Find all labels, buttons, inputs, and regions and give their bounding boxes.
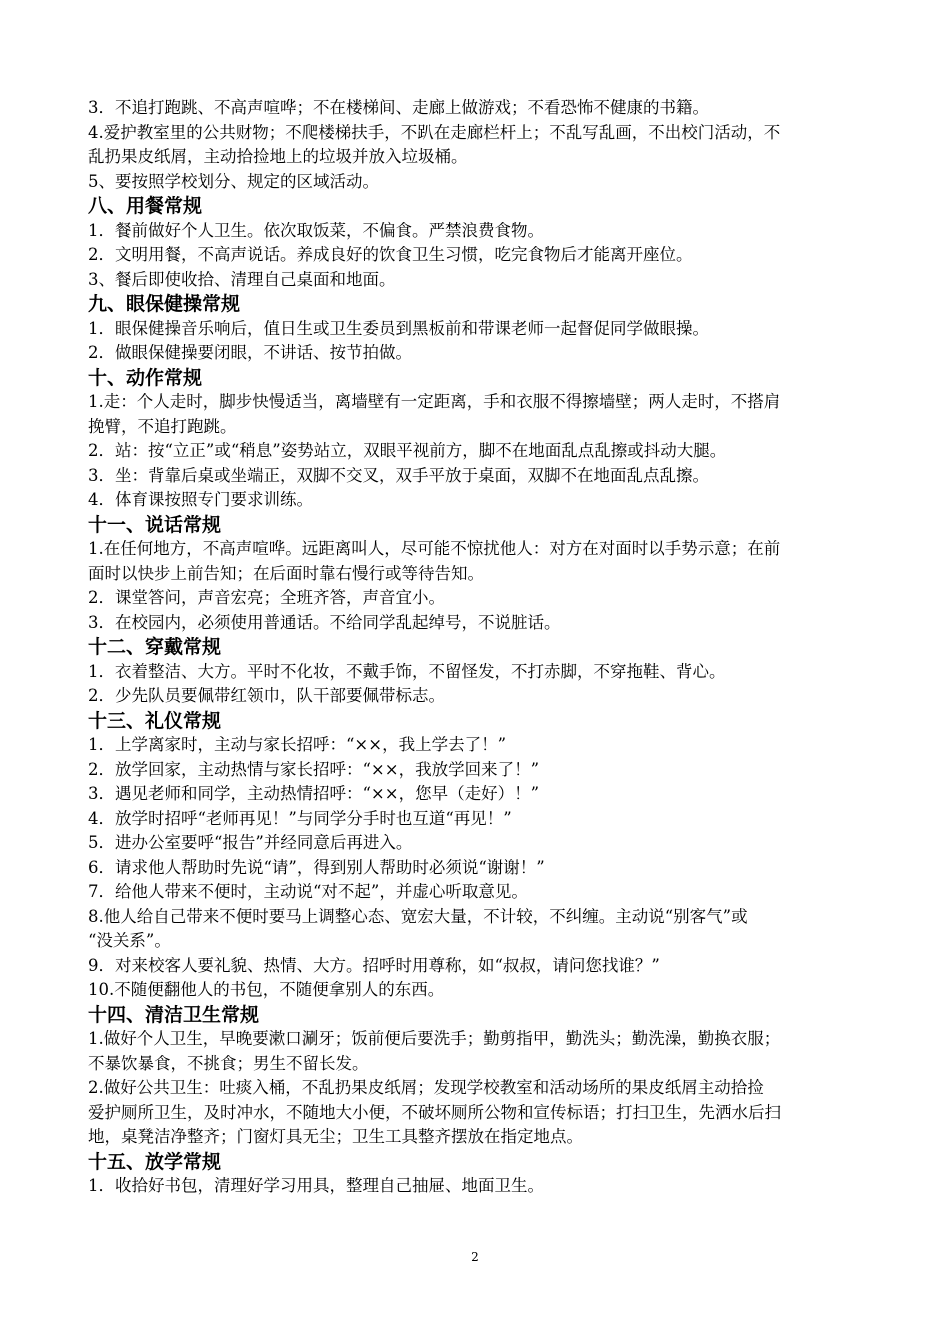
section-heading: 十五、放学常规 <box>88 1150 222 1173</box>
paragraph-line: 1．餐前做好个人卫生。依次取饭菜，不偏食。严禁浪费食物。 <box>88 220 544 240</box>
paragraph-line: 1.做好个人卫生，早晚要漱口涮牙；饭前便后要洗手；勤剪指甲，勤洗头；勤洗澡，勤换衣服； <box>88 1029 781 1048</box>
paragraph-line: 3．在校园内，必须使用普通话。不给同学乱起绰号，不说脏话。 <box>88 612 561 632</box>
section-heading: 十、动作常规 <box>88 366 203 389</box>
paragraph-line: 1．眼保健操音乐响后，值日生或卫生委员到黑板前和带课老师一起督促同学做眼操。 <box>88 318 709 338</box>
paragraph-line: 不暴饮暴食，不挑食；男生不留长发。 <box>88 1053 369 1073</box>
paragraph-line: 3、餐后即使收拾、清理自己桌面和地面。 <box>88 269 396 289</box>
paragraph-line: 1.在任何地方，不高声喧哗。远距离叫人，尽可能不惊扰他人：对方在对面时以手势示意；在前 <box>88 539 781 558</box>
section-heading: 十一、说话常规 <box>88 513 222 536</box>
paragraph-line: 6．请求他人帮助时先说“请”，得到别人帮助时必须说“谢谢！” <box>88 857 545 877</box>
paragraph-line: 乱扔果皮纸屑，主动拾捡地上的垃圾并放入垃圾桶。 <box>88 147 468 166</box>
paragraph-line: 2．放学回家，主动热情与家长招呼：“××，我放学回来了！” <box>88 759 540 779</box>
paragraph-line: 1．衣着整洁、大方。平时不化妆，不戴手饰，不留怪发，不打赤脚，不穿拖鞋、背心。 <box>88 661 726 681</box>
paragraph-line: 3．坐：背靠后桌或坐端正，双脚不交叉，双手平放于桌面，双脚不在地面乱点乱擦。 <box>88 465 709 485</box>
paragraph-line: 2．少先队员要佩带红领巾，队干部要佩带标志。 <box>88 686 445 705</box>
paragraph-line: 2.做好公共卫生：吐痰入桶，不乱扔果皮纸屑；发现学校教室和活动场所的果皮纸屑主动拾捡 <box>88 1078 764 1097</box>
paragraph-line: 3．不追打跑跳、不高声喧哗；不在楼梯间、走廊上做游戏；不看恐怖不健康的书籍。 <box>88 98 709 117</box>
paragraph-line: 挽臂，不追打跑跳。 <box>88 416 237 436</box>
paragraph-line: 1.走：个人走时，脚步快慢适当，离墙壁有一定距离，手和衣服不得擦墙壁；两人走时，不搭肩 <box>88 392 781 411</box>
section-heading: 十三、礼仪常规 <box>88 709 222 732</box>
page-number: 2 <box>471 1250 479 1264</box>
paragraph-line: 7．给他人带来不便时，主动说“对不起”，并虚心听取意见。 <box>88 882 528 901</box>
paragraph-line: 爱护厕所卫生，及时冲水，不随地大小便，不破坏厕所公物和宣传标语；打扫卫生，先洒水后扫 <box>88 1102 781 1122</box>
paragraph-line: 3．遇见老师和同学，主动热情招呼：“××，您早（走好）！” <box>88 784 540 803</box>
paragraph-line: 4．放学时招呼“老师再见！”与同学分手时也互道“再见！” <box>88 808 512 828</box>
paragraph-line: 地，桌凳洁净整齐；门窗灯具无尘；卫生工具整齐摆放在指定地点。 <box>88 1127 583 1146</box>
paragraph-line: 5、要按照学校划分、规定的区域活动。 <box>88 171 379 191</box>
section-heading: 九、眼保健操常规 <box>88 293 241 315</box>
paragraph-line: 5．进办公室要呼“报告”并经同意后再进入。 <box>88 833 413 852</box>
paragraph-line: 4．体育课按照专门要求训练。 <box>88 490 313 509</box>
paragraph-line: 2．文明用餐，不高声说话。养成良好的饮食卫生习惯，吃完食物后才能离开座位。 <box>88 245 693 264</box>
section-heading: 八、用餐常规 <box>88 195 203 217</box>
paragraph-line: 2．站：按“立正”或“稍息”姿势站立，双眼平视前方，脚不在地面乱点乱擦或抖动大腿。 <box>88 441 727 460</box>
paragraph-line: “没关系”。 <box>88 931 171 950</box>
paragraph-line: 9．对来校客人要礼貌、热情、大方。招呼时用尊称，如“叔叔，请问您找谁？” <box>88 955 660 975</box>
paragraph-line: 2．课堂答问，声音宏亮；全班齐答，声音宜小。 <box>88 588 445 607</box>
paragraph-line: 2．做眼保健操要闭眼，不讲话、按节拍做。 <box>88 343 412 362</box>
document-body <box>88 96 863 1199</box>
paragraph-line: 4.爱护教室里的公共财物；不爬楼梯扶手，不趴在走廊栏杆上；不乱写乱画，不出校门活动，不 <box>88 122 781 142</box>
section-heading: 十四、清洁卫生常规 <box>88 1003 260 1026</box>
paragraph-line: 10.不随便翻他人的书包，不随便拿别人的东西。 <box>88 980 445 999</box>
paragraph-line: 1．收拾好书包，清理好学习用具，整理自己抽屉、地面卫生。 <box>88 1176 544 1195</box>
paragraph-line: 面时以快步上前告知；在后面时靠右慢行或等待告知。 <box>88 563 484 583</box>
paragraph-line: 8.他人给自己带来不便时要马上调整心态、宽宏大量，不计较，不纠缠。主动说“别客气”或 <box>88 906 748 926</box>
section-heading: 十二、穿戴常规 <box>88 636 222 658</box>
paragraph-line: 1．上学离家时，主动与家长招呼：“××，我上学去了！” <box>88 735 507 754</box>
